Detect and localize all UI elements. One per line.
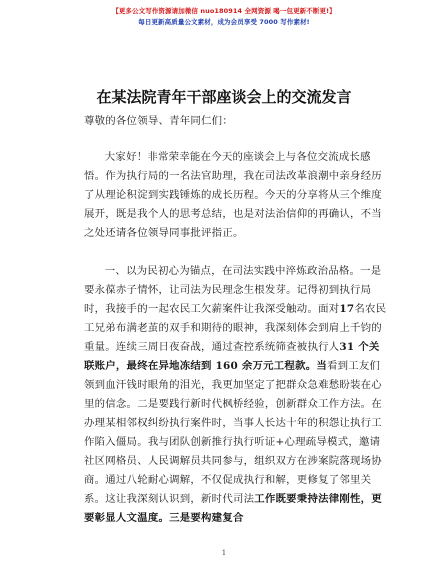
paragraph-2-text-c: 名农民工兄弟布满老茧的双手和期待的眼神，我深刻体会到肩上千钧的重量。连续三周日夜奋战，通过查控系统筛查被执行人 xyxy=(84,303,387,353)
document-title: 在某法院青年干部座谈会上的交流发言 xyxy=(96,88,352,106)
salutation: 尊敬的各位领导、青年同仁们： xyxy=(84,115,233,127)
paragraph-2-bold-amount: 31 个关联账户，最终在异地冻结到 160 余万元工程款。当 xyxy=(84,341,380,372)
paragraph-2-number-17: 17 xyxy=(339,303,355,315)
paragraph-2-text-e: 看到工友们领到血汗钱时眼角的泪光，我更加坚定了把群众急难愁盼装在心里的信念。二是要践行新时代枫桥经验，创新群众工作方法。在办理某相邻权纠纷执行案件时，当事人长达十年的积怨让执行工作陷入僵局。我与团队创新推行执行听证+心理疏导模式，邀请社区网格员、人民调解员共同参与，组织双方在涉案院落现场协商。通过八轮耐心调解，不仅促成执行和解，更修复了邻里关系。这让我深刻认识到，新时代司法 xyxy=(84,360,382,505)
paragraph-2-text-a: 一、以为民初心为锚点，在司法实践中淬炼政治品格。一是要永葆赤子情怀，让司法为民理念生根发芽。记得初到执行局时，我接手的一起农民工欠薪案件让我深受触动。面对 xyxy=(84,265,382,315)
page-number: 1 xyxy=(221,549,227,557)
paragraph-2 xyxy=(84,262,388,528)
paragraph-1: 大家好！非常荣幸能在今天的座谈会上与各位交流成长感悟。作为执行局的一名法官助理，我在司法改革浪潮中亲身经历了从理论积淀到实践锤炼的成长历程。今天的分享将从三个维度展开，既是我个人的思考总结，也是对法治信仰的再确认，不当之处还请各位领导同事批评指正。 xyxy=(84,151,382,239)
paragraph-2-bold-ending: 工作既要秉持法律刚性，更要彰显人文温度。三是要构建复合 xyxy=(84,493,382,524)
promo-banner-line2: 每日更新高质量公文素材，成为会员享受 7000 写作素材! xyxy=(138,18,310,26)
promo-banner-line1: 【更多公文写作资源请加微信 nuo180914 全网资源 喝一包更新不断更!】 xyxy=(112,7,336,15)
